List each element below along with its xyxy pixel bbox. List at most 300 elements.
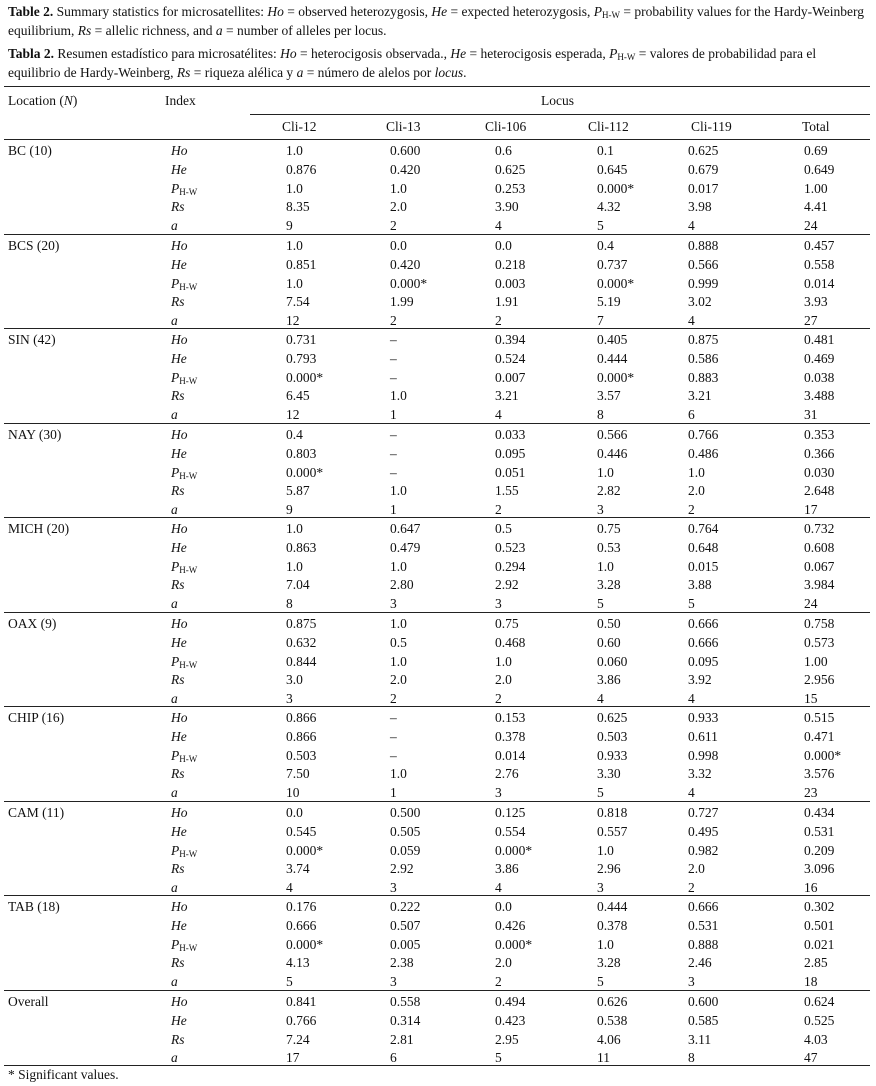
value-cell: 0.75 xyxy=(597,521,621,536)
value-cell: 3.02 xyxy=(688,294,712,310)
value-cell: 7.50 xyxy=(286,766,310,782)
value-cell: 0.666 xyxy=(688,616,719,631)
value-cell: 3.28 xyxy=(597,577,621,593)
value-cell: 0.1 xyxy=(597,143,614,158)
value-cell: 2.82 xyxy=(597,483,621,499)
value-cell: 2.92 xyxy=(495,577,519,593)
header-locus: Locus xyxy=(541,93,574,108)
value-cell: 2.0 xyxy=(688,483,705,499)
value-cell: 31 xyxy=(804,407,818,423)
value-cell: 0.060 xyxy=(597,653,628,669)
value-cell: 2.38 xyxy=(390,955,414,971)
value-cell: 23 xyxy=(804,785,818,801)
value-cell: 0.000* xyxy=(495,842,533,858)
value-cell: 0.125 xyxy=(495,805,526,820)
value-cell: 4 xyxy=(495,407,502,423)
value-cell: 2 xyxy=(390,313,397,329)
locus-rule xyxy=(250,114,870,115)
value-cell: 3.88 xyxy=(688,577,712,593)
value-cell: 0.625 xyxy=(688,143,719,158)
value-cell: 0.000* xyxy=(597,369,635,385)
value-cell: 7.24 xyxy=(286,1031,310,1047)
value-cell: 4 xyxy=(597,691,604,707)
value-cell: 1.0 xyxy=(286,521,303,536)
value-cell: 3 xyxy=(390,974,397,990)
index-label: He xyxy=(171,917,187,933)
index-label: Rs xyxy=(171,294,185,310)
value-cell: 0.038 xyxy=(804,369,835,385)
value-cell: 1.0 xyxy=(597,464,614,480)
group-rule xyxy=(4,801,870,802)
value-cell: 3.0 xyxy=(286,672,303,688)
value-cell: 3.98 xyxy=(688,199,712,215)
value-cell: 0.888 xyxy=(688,238,719,253)
value-cell: 4.13 xyxy=(286,955,310,971)
value-cell: 8 xyxy=(597,407,604,423)
caption-spanish: Tabla 2. Resumen estadístico para microsatélites: Ho = heterocigosis observada., He = heterocigosis esperada, $P_{H-W}$ = valores de probabilidad para el equilibrio de Hardy-Weinberg, Rs = riqueza alélica y a = número de alelos por locus. xyxy=(8,46,817,80)
location-label: NAY (30) xyxy=(8,427,62,442)
value-cell: 0.051 xyxy=(495,464,526,480)
value-cell: 0.005 xyxy=(390,936,421,952)
table-top-rule xyxy=(4,86,870,87)
index-label: $P_{H-W}$ xyxy=(171,180,198,197)
value-cell: 18 xyxy=(804,974,818,990)
index-label: Rs xyxy=(171,672,185,688)
index-label: Ho xyxy=(171,427,188,442)
index-label: $P_{H-W}$ xyxy=(171,558,198,575)
value-cell: 5 xyxy=(597,218,604,234)
value-cell: 4 xyxy=(688,691,695,707)
value-cell: 0.501 xyxy=(804,917,835,933)
value-cell: 8 xyxy=(286,596,293,612)
value-cell: 1.99 xyxy=(390,294,414,310)
value-cell: 0.647 xyxy=(390,521,421,536)
value-cell: 5 xyxy=(495,1050,502,1066)
value-cell: – xyxy=(390,427,397,442)
value-cell: 4 xyxy=(688,785,695,801)
value-cell: 0.998 xyxy=(688,747,719,763)
value-cell: 1.0 xyxy=(286,238,303,253)
value-cell: 2.81 xyxy=(390,1031,414,1047)
value-cell: 0.003 xyxy=(495,275,526,291)
index-label: Ho xyxy=(171,805,188,820)
value-cell: 1 xyxy=(390,407,397,423)
value-cell: 0.841 xyxy=(286,994,317,1009)
group-rule xyxy=(4,990,870,991)
value-cell: 0.000* xyxy=(286,936,324,952)
value-cell: 0.525 xyxy=(804,1012,835,1028)
value-cell: 1.91 xyxy=(495,294,519,310)
value-cell: 7 xyxy=(597,313,604,329)
value-cell: 0.0 xyxy=(390,238,407,253)
value-cell: 0.758 xyxy=(804,616,835,631)
value-cell: 0.218 xyxy=(495,256,526,272)
value-cell: 0.866 xyxy=(286,710,317,725)
value-cell: 0.000* xyxy=(286,464,324,480)
location-label: OAX (9) xyxy=(8,616,57,631)
value-cell: 0.302 xyxy=(804,899,835,914)
index-label: $P_{H-W}$ xyxy=(171,653,198,670)
value-cell: 0.50 xyxy=(597,616,621,631)
value-cell: 3 xyxy=(495,785,502,801)
value-cell: 2.80 xyxy=(390,577,414,593)
value-cell: 47 xyxy=(804,1050,818,1066)
value-cell: 5 xyxy=(688,596,695,612)
location-label: CHIP (16) xyxy=(8,710,65,725)
index-label: $P_{H-W}$ xyxy=(171,464,198,481)
value-cell: 1.0 xyxy=(390,766,407,782)
value-cell: 0.863 xyxy=(286,539,317,555)
value-cell: 3 xyxy=(286,691,293,707)
value-cell: 4 xyxy=(688,218,695,234)
value-cell: 0.176 xyxy=(286,899,317,914)
index-label: a xyxy=(171,596,178,612)
value-cell: 0.982 xyxy=(688,842,719,858)
value-cell: 2.0 xyxy=(390,199,407,215)
value-cell: 0.4 xyxy=(286,427,303,442)
index-label: a xyxy=(171,313,178,329)
value-cell: 1.55 xyxy=(495,483,519,499)
group-rule xyxy=(4,895,870,896)
value-cell: 15 xyxy=(804,691,818,707)
value-cell: 0.000* xyxy=(390,275,428,291)
value-cell: 0.53 xyxy=(597,539,621,555)
value-cell: 2.0 xyxy=(495,955,512,971)
value-cell: 1.0 xyxy=(597,936,614,952)
index-label: Ho xyxy=(171,143,188,158)
value-cell: 3.30 xyxy=(597,766,621,782)
value-cell: – xyxy=(390,464,397,480)
value-cell: 0.625 xyxy=(495,161,526,177)
value-cell: – xyxy=(390,728,397,744)
value-cell: 0.469 xyxy=(804,350,835,366)
value-cell: 9 xyxy=(286,502,293,518)
value-cell: 0.423 xyxy=(495,1012,526,1028)
value-cell: 0.426 xyxy=(495,917,526,933)
value-cell: 4 xyxy=(688,313,695,329)
value-cell: 0.420 xyxy=(390,161,421,177)
value-cell: 0.648 xyxy=(688,539,719,555)
value-cell: 0.503 xyxy=(286,747,317,763)
value-cell: 0.294 xyxy=(495,558,526,574)
value-cell: 24 xyxy=(804,596,818,612)
value-cell: 0.75 xyxy=(495,616,519,631)
value-cell: 0.737 xyxy=(597,256,628,272)
value-cell: 0.000* xyxy=(286,369,324,385)
value-cell: 0.999 xyxy=(688,275,719,291)
index-label: $P_{H-W}$ xyxy=(171,275,198,292)
index-label: $P_{H-W}$ xyxy=(171,369,198,386)
value-cell: 0.524 xyxy=(495,350,526,366)
value-cell: 0.933 xyxy=(597,747,628,763)
header-bottom-rule xyxy=(4,139,870,140)
value-cell: 3.28 xyxy=(597,955,621,971)
value-cell: 3.488 xyxy=(804,388,835,404)
value-cell: 0.471 xyxy=(804,728,835,744)
group-rule xyxy=(4,612,870,613)
value-cell: 2.0 xyxy=(495,672,512,688)
value-cell: 2 xyxy=(495,974,502,990)
value-cell: 3 xyxy=(495,596,502,612)
value-cell: 1 xyxy=(390,785,397,801)
value-cell: 2.0 xyxy=(688,861,705,877)
header-index: Index xyxy=(165,93,196,108)
value-cell: 1.0 xyxy=(390,388,407,404)
value-cell: 2.85 xyxy=(804,955,828,971)
value-cell: 0.876 xyxy=(286,161,317,177)
value-cell: 0.632 xyxy=(286,634,317,650)
value-cell: 3.21 xyxy=(688,388,712,404)
group-rule xyxy=(4,706,870,707)
value-cell: 2 xyxy=(495,502,502,518)
value-cell: 8 xyxy=(688,1050,695,1066)
value-cell: 5 xyxy=(597,785,604,801)
value-cell: 0.866 xyxy=(286,728,317,744)
value-cell: – xyxy=(390,350,397,366)
value-cell: 0.585 xyxy=(688,1012,719,1028)
value-cell: 3.32 xyxy=(688,766,712,782)
index-label: Rs xyxy=(171,1031,185,1047)
value-cell: 2.0 xyxy=(390,672,407,688)
group-rule xyxy=(4,517,870,518)
footnote: * Significant values. xyxy=(8,1067,119,1082)
value-cell: – xyxy=(390,445,397,461)
value-cell: 0.378 xyxy=(495,728,526,744)
value-cell: 0.573 xyxy=(804,634,835,650)
value-cell: 0.844 xyxy=(286,653,317,669)
value-cell: 0.222 xyxy=(390,899,421,914)
index-label: $P_{H-W}$ xyxy=(171,747,198,764)
value-cell: 3.90 xyxy=(495,199,519,215)
value-cell: 2.76 xyxy=(495,766,519,782)
value-cell: 0.0 xyxy=(495,899,512,914)
group-rule xyxy=(4,234,870,235)
value-cell: 3.21 xyxy=(495,388,519,404)
value-cell: 0.503 xyxy=(597,728,628,744)
index-label: Ho xyxy=(171,332,188,347)
value-cell: 0.624 xyxy=(804,994,835,1009)
location-label: BCS (20) xyxy=(8,238,60,253)
value-cell: 0.766 xyxy=(286,1012,317,1028)
value-cell: 0.558 xyxy=(390,994,421,1009)
value-cell: 0.649 xyxy=(804,161,835,177)
value-cell: 0.666 xyxy=(688,899,719,914)
index-label: He xyxy=(171,161,187,177)
value-cell: 3.93 xyxy=(804,294,828,310)
table-bottom-rule xyxy=(4,1065,870,1066)
index-label: a xyxy=(171,218,178,234)
value-cell: 10 xyxy=(286,785,300,801)
index-label: $P_{H-W}$ xyxy=(171,936,198,953)
value-cell: 3 xyxy=(390,596,397,612)
value-cell: 0.209 xyxy=(804,842,835,858)
value-cell: 6 xyxy=(688,407,695,423)
value-cell: 2 xyxy=(390,218,397,234)
column-header: Total xyxy=(802,119,830,134)
value-cell: 1.0 xyxy=(390,558,407,574)
index-label: He xyxy=(171,823,187,839)
value-cell: 0.645 xyxy=(597,161,628,177)
index-label: a xyxy=(171,502,178,518)
index-label: Rs xyxy=(171,955,185,971)
index-label: $P_{H-W}$ xyxy=(171,842,198,859)
index-label: Ho xyxy=(171,994,188,1009)
location-label: BC (10) xyxy=(8,143,52,158)
location-label: CAM (11) xyxy=(8,805,65,820)
value-cell: 0.378 xyxy=(597,917,628,933)
value-cell: 0.608 xyxy=(804,539,835,555)
value-cell: 1.0 xyxy=(286,143,303,158)
value-cell: 0.531 xyxy=(688,917,719,933)
column-header: Cli-12 xyxy=(282,119,317,134)
value-cell: 0.434 xyxy=(804,805,835,820)
value-cell: 0.505 xyxy=(390,823,421,839)
value-cell: 0.486 xyxy=(688,445,719,461)
value-cell: 7.54 xyxy=(286,294,310,310)
value-cell: 0.481 xyxy=(804,332,835,347)
value-cell: 0.666 xyxy=(688,634,719,650)
value-cell: – xyxy=(390,710,397,725)
index-label: Ho xyxy=(171,616,188,631)
location-label: MICH (20) xyxy=(8,521,70,536)
value-cell: 4 xyxy=(495,218,502,234)
value-cell: 0.545 xyxy=(286,823,317,839)
value-cell: 1.00 xyxy=(804,653,828,669)
index-label: Rs xyxy=(171,483,185,499)
value-cell: 3.57 xyxy=(597,388,621,404)
value-cell: 2.92 xyxy=(390,861,414,877)
value-cell: 0.600 xyxy=(390,143,421,158)
value-cell: 0.538 xyxy=(597,1012,628,1028)
column-header: Cli-13 xyxy=(386,119,421,134)
value-cell: 0.015 xyxy=(688,558,719,574)
index-label: He xyxy=(171,445,187,461)
value-cell: 0.153 xyxy=(495,710,526,725)
value-cell: 0.507 xyxy=(390,917,421,933)
value-cell: 4.32 xyxy=(597,199,621,215)
value-cell: 0.095 xyxy=(495,445,526,461)
value-cell: 2.96 xyxy=(597,861,621,877)
value-cell: 5 xyxy=(286,974,293,990)
group-rule xyxy=(4,423,870,424)
value-cell: 2.46 xyxy=(688,955,712,971)
value-cell: 0.6 xyxy=(495,143,512,158)
index-label: He xyxy=(171,539,187,555)
index-label: He xyxy=(171,350,187,366)
value-cell: 0.60 xyxy=(597,634,621,650)
value-cell: 0.0 xyxy=(286,805,303,820)
value-cell: 0.731 xyxy=(286,332,317,347)
value-cell: 0.727 xyxy=(688,805,719,820)
value-cell: 3.096 xyxy=(804,861,835,877)
caption-english: Table 2. Summary statistics for microsatellites: Ho = observed heterozygosis, He = expected heterozygosis, $P_{H-W}$ = probability values for the Hardy-Weinberg equilibrium, Rs = allelic richness, and a = number of alleles per locus. xyxy=(8,4,864,38)
value-cell: 3 xyxy=(390,880,397,896)
value-cell: 0.468 xyxy=(495,634,526,650)
value-cell: 0.095 xyxy=(688,653,719,669)
location-label: Overall xyxy=(8,994,49,1009)
value-cell: 0.457 xyxy=(804,238,835,253)
index-label: Rs xyxy=(171,766,185,782)
value-cell: 2.95 xyxy=(495,1031,519,1047)
value-cell: 0.766 xyxy=(688,427,719,442)
value-cell: 0.883 xyxy=(688,369,719,385)
index-label: He xyxy=(171,634,187,650)
index-label: Ho xyxy=(171,521,188,536)
index-label: He xyxy=(171,256,187,272)
value-cell: 0.933 xyxy=(688,710,719,725)
value-cell: 1.0 xyxy=(286,275,303,291)
value-cell: 0.500 xyxy=(390,805,421,820)
value-cell: 1.0 xyxy=(286,558,303,574)
value-cell: 0.875 xyxy=(688,332,719,347)
value-cell: – xyxy=(390,747,397,763)
value-cell: 0.818 xyxy=(597,805,628,820)
value-cell: 5.87 xyxy=(286,483,310,499)
value-cell: 3.576 xyxy=(804,766,835,782)
value-cell: 0.021 xyxy=(804,936,835,952)
value-cell: 0.803 xyxy=(286,445,317,461)
value-cell: 4.06 xyxy=(597,1031,621,1047)
value-cell: 0.531 xyxy=(804,823,835,839)
index-label: Rs xyxy=(171,577,185,593)
value-cell: 1.0 xyxy=(597,558,614,574)
value-cell: 0.495 xyxy=(688,823,719,839)
value-cell: 0.566 xyxy=(597,427,628,442)
value-cell: 0.017 xyxy=(688,180,719,196)
index-label: Rs xyxy=(171,388,185,404)
value-cell: 2 xyxy=(688,502,695,518)
value-cell: 0.314 xyxy=(390,1012,421,1028)
index-label: a xyxy=(171,785,178,801)
column-header: Cli-112 xyxy=(588,119,629,134)
value-cell: 0.446 xyxy=(597,445,628,461)
value-cell: 0.625 xyxy=(597,710,628,725)
value-cell: 6 xyxy=(390,1050,397,1066)
value-cell: 5 xyxy=(597,974,604,990)
index-label: Ho xyxy=(171,238,188,253)
value-cell: 0.059 xyxy=(390,842,421,858)
value-cell: 0.600 xyxy=(688,994,719,1009)
value-cell: 3.86 xyxy=(495,861,519,877)
value-cell: 0.851 xyxy=(286,256,317,272)
value-cell: 7.04 xyxy=(286,577,310,593)
value-cell: 0.0 xyxy=(495,238,512,253)
value-cell: 0.014 xyxy=(495,747,526,763)
value-cell: 0.626 xyxy=(597,994,628,1009)
value-cell: 0.007 xyxy=(495,369,526,385)
value-cell: 1.0 xyxy=(688,464,705,480)
value-cell: 0.554 xyxy=(495,823,526,839)
value-cell: 0.479 xyxy=(390,539,421,555)
index-label: a xyxy=(171,1050,178,1066)
value-cell: 0.679 xyxy=(688,161,719,177)
value-cell: 0.875 xyxy=(286,616,317,631)
value-cell: 9 xyxy=(286,218,293,234)
value-cell: 2 xyxy=(390,691,397,707)
value-cell: 2 xyxy=(495,313,502,329)
value-cell: 0.000* xyxy=(597,180,635,196)
value-cell: 0.5 xyxy=(495,521,512,536)
value-cell: 16 xyxy=(804,880,818,896)
value-cell: 0.764 xyxy=(688,521,719,536)
column-header: Cli-106 xyxy=(485,119,527,134)
value-cell: 4 xyxy=(286,880,293,896)
value-cell: 0.793 xyxy=(286,350,317,366)
value-cell: 0.558 xyxy=(804,256,835,272)
value-cell: 0.014 xyxy=(804,275,835,291)
index-label: a xyxy=(171,407,178,423)
value-cell: 3 xyxy=(597,502,604,518)
